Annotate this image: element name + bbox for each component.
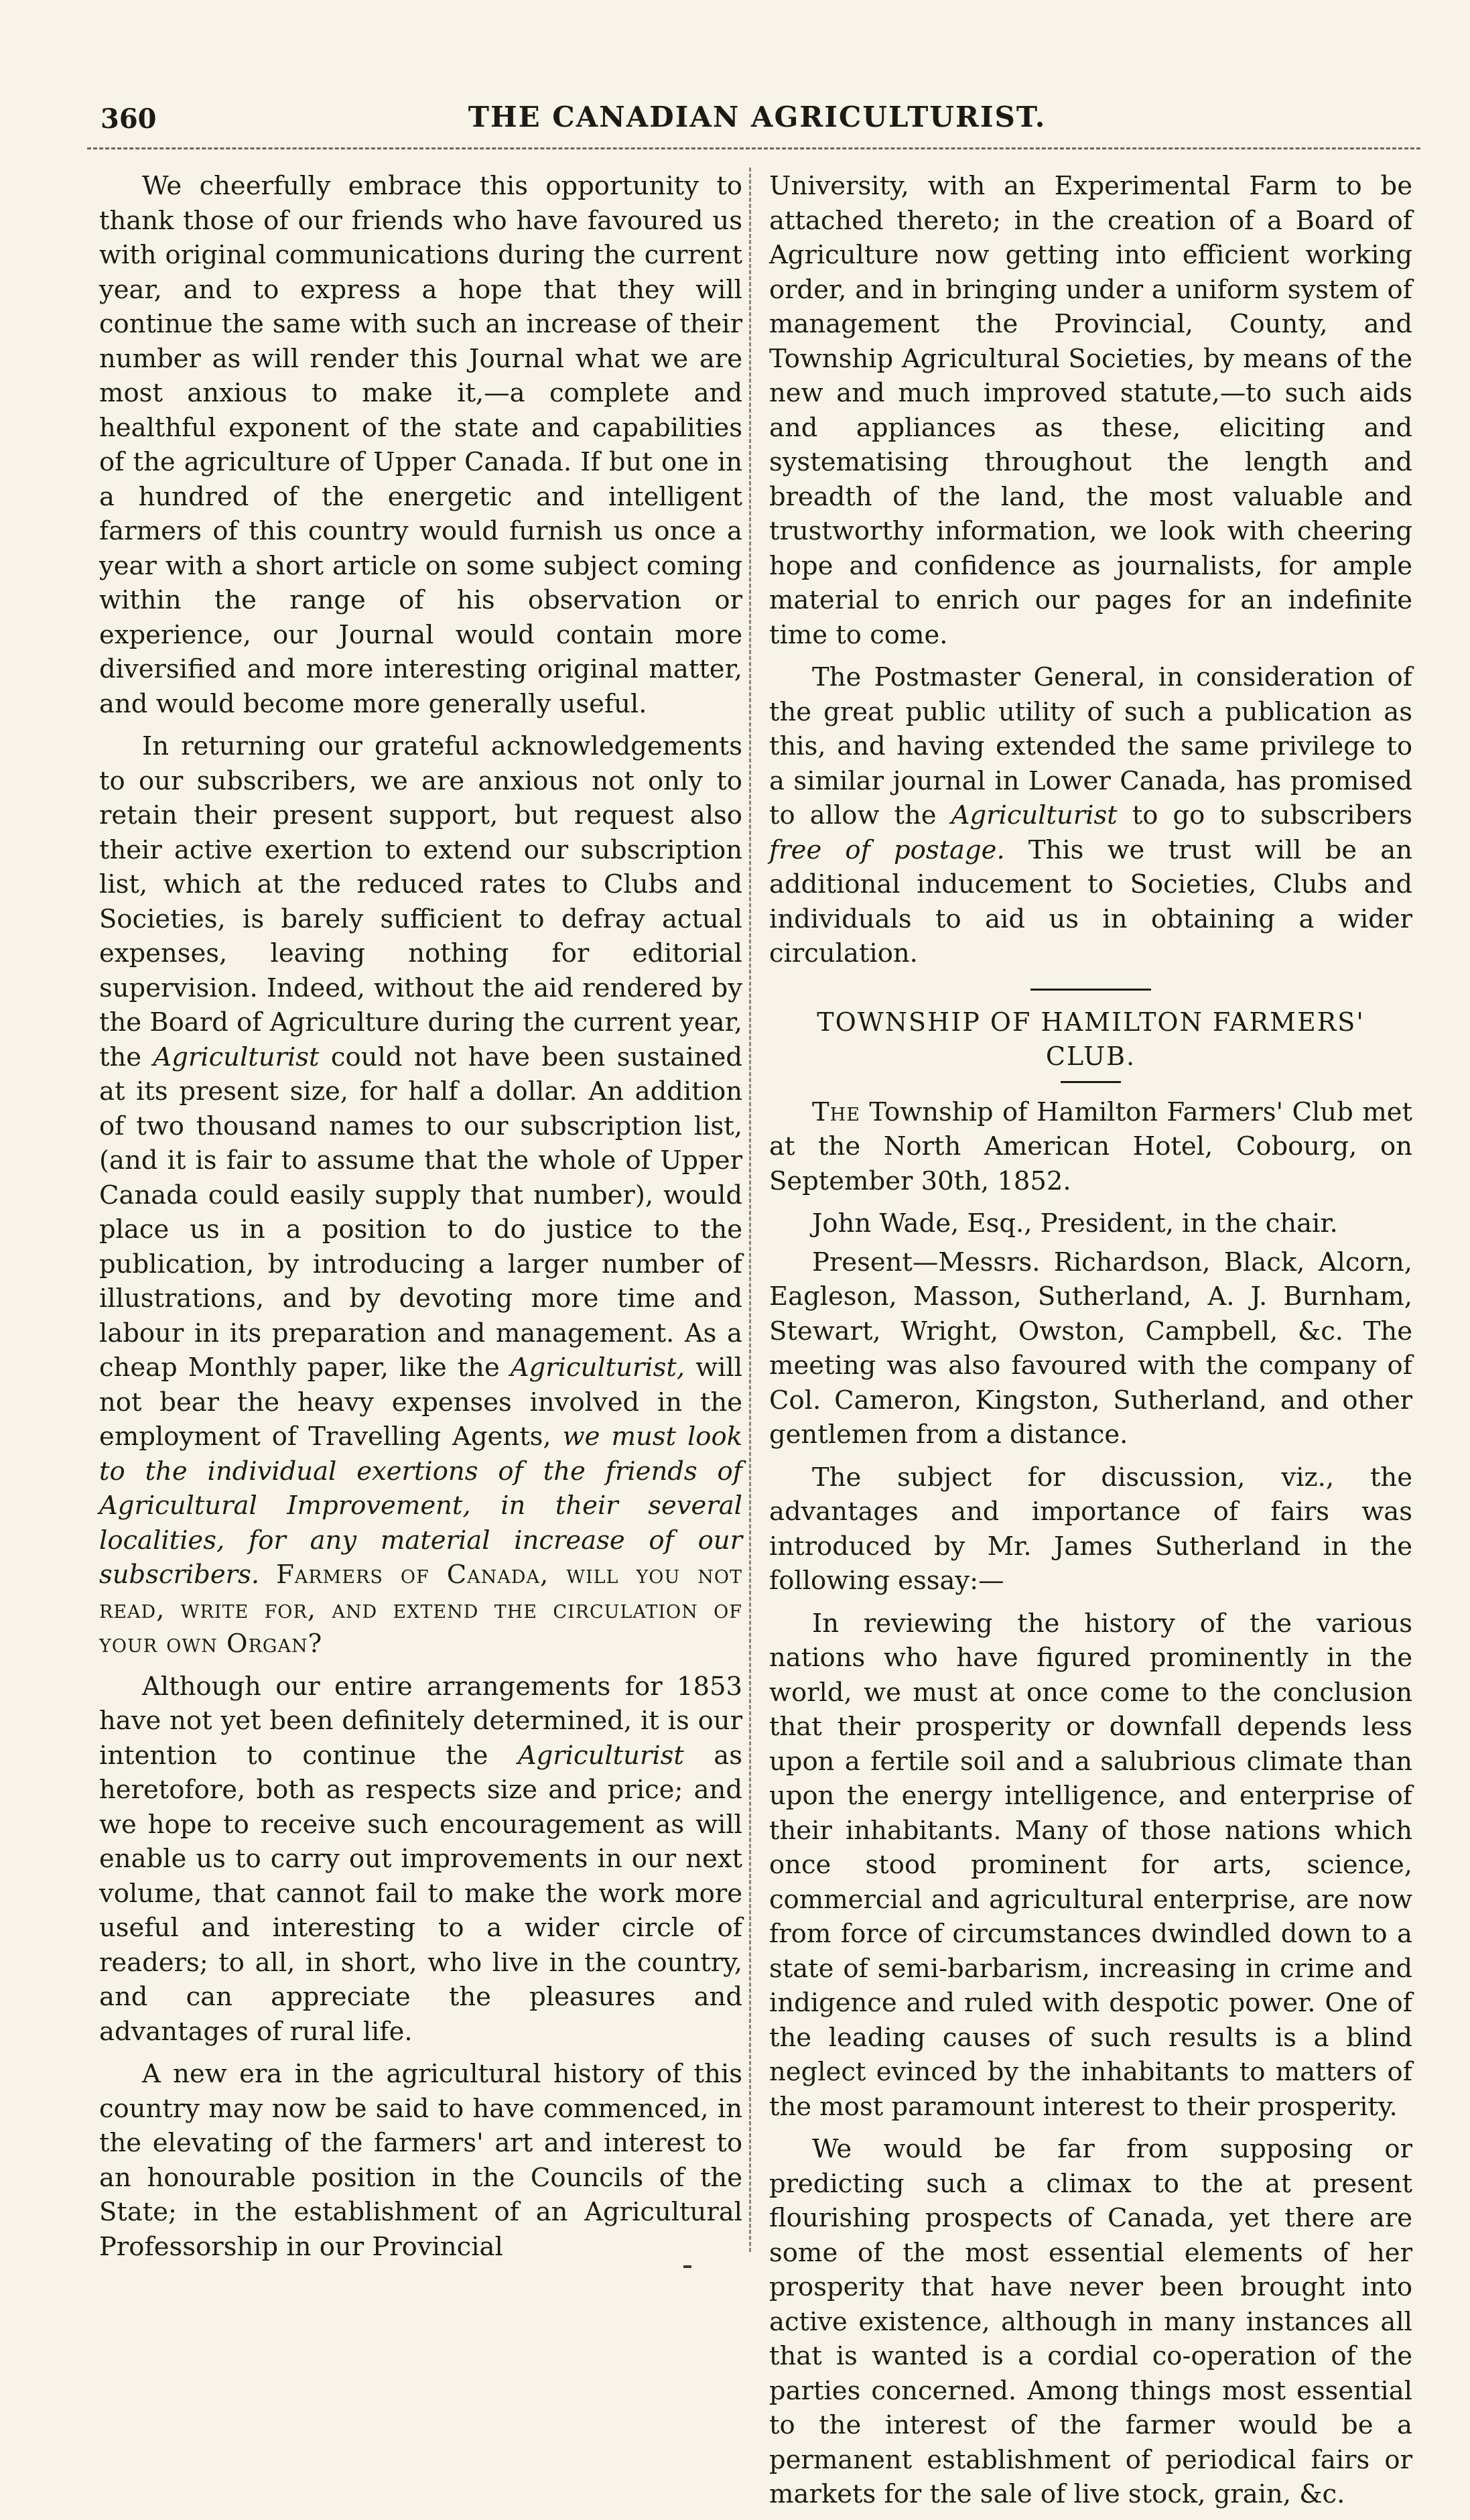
page-header <box>101 101 1414 154</box>
italic-title: Agriculturist, <box>510 1352 685 1383</box>
header-rule <box>87 147 1420 149</box>
left-paragraph-arrangements <box>99 1670 742 2050</box>
text-run: Township of Hamilton Farmers' Club met at the North American Hotel, Cobourg, on September 30th, 1852. <box>769 1096 1412 1196</box>
page-number: 360 <box>101 103 157 135</box>
left-paragraph-new-era: A new era in the agricultural history of this country may now be said to have commenced, in the elevating of the farmers' art and interest to an honourable position in the Councils of the State; in the establishment of an Agricultural Professorship in our Provincial <box>99 2059 742 2262</box>
subject-paragraph: The subject for discussion, viz., the advantages and importance of fairs was introduced by Mr. James Sutherland in the following essay:— <box>769 1462 1412 1596</box>
column-divider <box>749 168 751 2252</box>
text-run: The Postmaster General, in consideration of the great public utility of such a publication as this, and having extended the same privilege to a similar journal in Lower Canada, has promised to allow the <box>769 662 1412 830</box>
italic-phrase: free of postage. <box>769 834 1005 865</box>
right-column <box>769 169 1412 2520</box>
text-run: This we trust will be an additional inducement to Societies, Clubs and individuals to aid us in obtaining a wider circulation. <box>769 834 1412 968</box>
italic-appeal: we must look to the individual exertions of the friends of Agricultural Improvement, in their several localities, for any material increase of our subscribers. <box>99 1422 742 1590</box>
essay-paragraph-1: In reviewing the history of the various nations who have figured prominently in the world, we must at once come to the conclusion that their prosperity or downfall depends less upon a fertile soil and a salubrious climate than upon the energy intelligence, and enterprise of their inhabitants. Many of those nations which once stood prominent for arts, science, commercial and agricultural enterprise, are now from force of circumstances dwindled down to a state of semi-barbarism, increasing in crime and indigence and ruled with despotic power. One of the leading causes of such results is a blind neglect evinced by the inhabitants to matters of the most paramount interest to their prosperity. <box>769 1608 1412 2122</box>
section-rule <box>1030 989 1151 991</box>
text-run: to go to subscribers <box>1117 800 1412 830</box>
text-run: In returning our grateful acknowledgements to our subscribers, we are anxious not only to retain their present support, but request also their active exertion to extend our subscription list, which at the reduced rates to Clubs and Societies, is barely sufficient to defray actual expenses, leaving nothing for editorial supervision. Indeed, without the aid rendered by the Board of Agriculture during the current year, the <box>99 731 742 1072</box>
right-paragraph-university: University, with an Experimental Farm to be attached thereto; in the creation of a Board of Agriculture now getting into efficient working order, and in bringing under a uniform system of management the Provincial, County, and Township Agricultural Societies, by means of the new and much improved statute,—to such aids and appliances as these, eliciting and systematising throughout the length and breadth of the land, the most valuable and trustworthy information, we look with cheering hope and confidence as journalists, for ample material to enrich our pages for an indefinite time to come. <box>769 171 1412 650</box>
small-caps-appeal: Farmers of Canada, will you not read, write for, and extend the circulation of your own Organ? <box>99 1560 742 1659</box>
running-title: THE CANADIAN AGRICULTURIST. <box>468 101 1047 133</box>
left-paragraph-subscribers <box>99 729 742 1661</box>
present-paragraph: Present—Messrs. Richardson, Black, Alcorn, Eagleson, Masson, Sutherland, A. J. Burnham, Stewart, Wright, Owston, Campbell, &c. The meeting was also favoured with the company of Col. Cameron, Kingston, Sutherland, and other gentlemen from a distance. <box>769 1247 1412 1450</box>
section-heading: TOWNSHIP OF HAMILTON FARMERS' CLUB. <box>817 1007 1365 1071</box>
heading-rule <box>1061 1081 1121 1083</box>
text-run: as heretofore, both as respects size and price; and we hope to receive such encouragement as will enable us to carry out improvements in our next volume, that cannot fail to make the work more useful and interesting to a wider circle of readers; to all, in short, who live in the country, and can appreciate the pleasures and advantages of rural life. <box>99 1740 742 2047</box>
text-run: will not bear the heavy expenses involved in the employment of Travelling Agents, <box>99 1352 743 1452</box>
footer-mark <box>683 2265 691 2268</box>
italic-title: Agriculturist <box>951 800 1118 830</box>
text-run: could not have been sustained at its present size, for half a dollar. An addition of two thousand names to our subscription list, (and it is fair to assume that the whole of Upper Canada could easily supply that number), would place us in a position to do justice to the publication, by introducing a larger number of illustrations, and by devoting more time and labour in its preparation and management. As a cheap Monthly paper, like the <box>99 1042 742 1383</box>
italic-title: Agriculturist <box>153 1042 320 1072</box>
left-paragraph-thanks: We cheerfully embrace this opportunity to thank those of our friends who have favoured us with original communications during the current year, and to express a hope that they will continue the same with such an increase of their number as will render this Journal what we are most anxious to make it,—a complete and healthful exponent of the state and capabilities of the agriculture of Upper Canada. If but one in a hundred of the energetic and intelligent farmers of this country would furnish us once a year with a short article on some subject coming within the range of his observation or experience, our Journal would contain more diversified and more interesting original matter, and would become more generally useful. <box>99 171 742 719</box>
president-line: John Wade, Esq., President, in the chair. <box>812 1208 1338 1239</box>
right-paragraph-postmaster <box>769 660 1412 971</box>
text-run: Although our entire arrangements for 1853 have not yet been definitely determined, it is our intention to continue the <box>99 1671 742 1771</box>
small-caps-lead: The <box>812 1096 860 1127</box>
essay-paragraph-2: We would be far from supposing or predicting such a climax to the at present flourishing prospects of Canada, yet there are some of the most essential elements of her prosperity that have never been brought into active existence, although in many instances all that is wanted is a cordial co-operation of the parties concerned. Among things most essential to the interest of the farmer would be a permanent establishment of periodical fairs or markets for the sale of live stock, grain, &c. <box>769 2134 1412 2509</box>
italic-title: Agriculturist <box>517 1740 684 1771</box>
meeting-paragraph <box>769 1095 1412 1199</box>
left-column <box>99 169 742 2272</box>
